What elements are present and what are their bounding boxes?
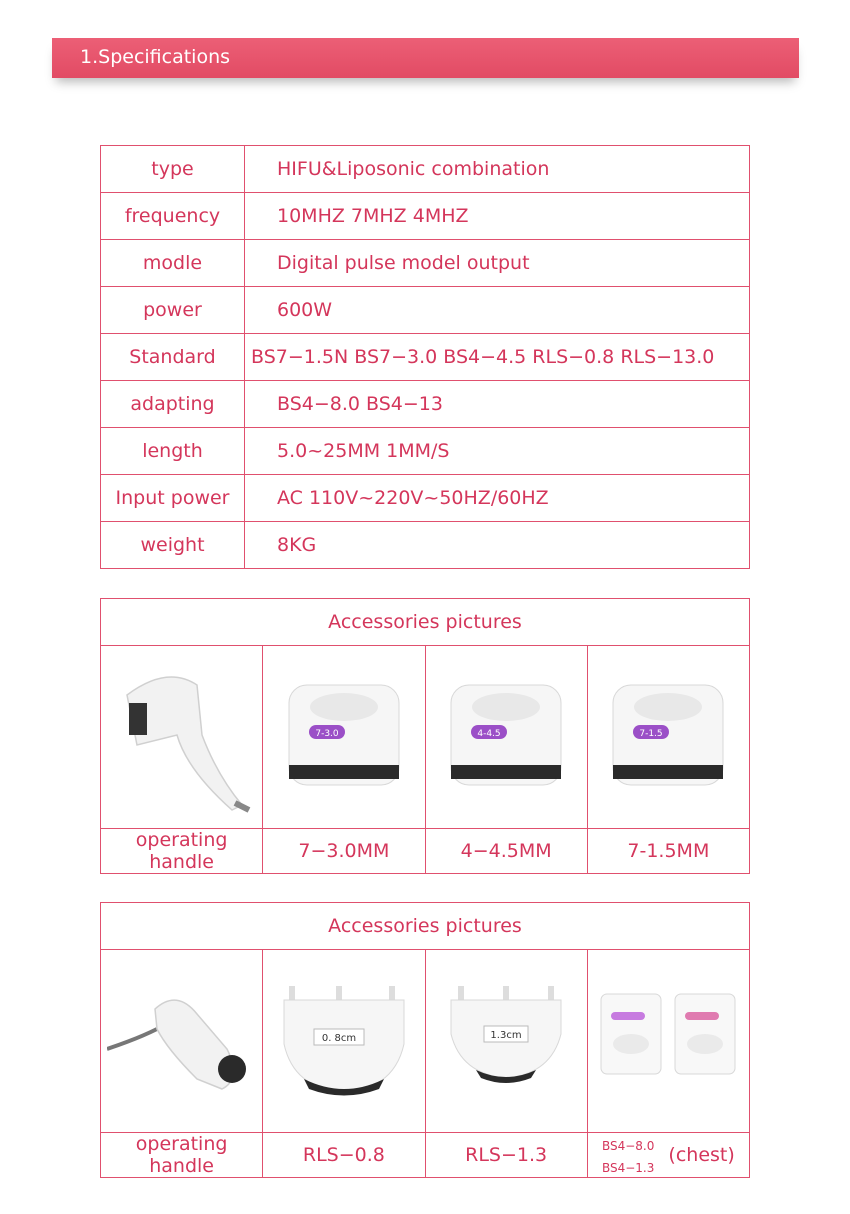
accessories-table-2 <box>100 902 750 1178</box>
cartridge-badge: 7-3.0 <box>315 728 339 739</box>
table-row <box>101 522 750 569</box>
table-row <box>101 240 750 287</box>
accessory-label: 7-1.5MM <box>587 829 749 874</box>
spec-key: adapting <box>101 381 245 428</box>
probe-image <box>263 950 425 1133</box>
table-row <box>101 334 750 381</box>
chest-cartridges-image <box>587 950 749 1133</box>
spec-value: 600W <box>245 287 750 334</box>
table-row <box>101 193 750 240</box>
accessory-label: operating handle <box>101 1133 263 1178</box>
handle-image <box>101 950 263 1133</box>
operating-handle-image <box>107 655 257 815</box>
spec-key: Input power <box>101 475 245 522</box>
spec-value: 5.0~25MM 1MM/S <box>245 428 750 475</box>
table-row <box>101 287 750 334</box>
table-row <box>101 428 750 475</box>
spec-key: weight <box>101 522 245 569</box>
spec-key: frequency <box>101 193 245 240</box>
spec-value: BS4−8.0 BS4−13 <box>245 381 750 428</box>
accessory-label: RLS−1.3 <box>425 1133 587 1178</box>
accessory-label: 7−3.0MM <box>263 829 425 874</box>
chest-label: (chest) <box>668 1143 735 1166</box>
spec-key: Standard <box>101 334 245 381</box>
chest-label-cell <box>587 1133 749 1178</box>
table-row <box>101 381 750 428</box>
accessory-label: 4−4.5MM <box>425 829 587 874</box>
accessory-label: RLS−0.8 <box>263 1133 425 1178</box>
accessories-table <box>100 598 750 874</box>
operating-handle-image <box>107 969 257 1109</box>
spec-key: length <box>101 428 245 475</box>
chest-model-2: BS4−1.3 <box>601 1161 655 1175</box>
cartridge-image <box>425 646 587 829</box>
spec-key: type <box>101 146 245 193</box>
accessories-title: Accessories pictures <box>101 599 750 646</box>
handle-image <box>101 646 263 829</box>
accessories-title: Accessories pictures <box>101 903 750 950</box>
specifications-table <box>100 145 750 569</box>
spec-value: BS7−1.5N BS7−3.0 BS4−4.5 RLS−0.8 RLS−13.0 <box>245 334 750 381</box>
probe-size-label: 0. 8cm <box>321 1032 357 1044</box>
chest-model-1: BS4−8.0 <box>601 1139 655 1153</box>
table-row <box>101 475 750 522</box>
spec-value: 10MHZ 7MHZ 4MHZ <box>245 193 750 240</box>
spec-key: modle <box>101 240 245 287</box>
probe-image <box>425 950 587 1133</box>
cartridge-badge: 4-4.5 <box>477 728 501 739</box>
cartridge-badge: 7-1.5 <box>639 728 664 739</box>
cartridge-image <box>263 646 425 829</box>
cartridge-image <box>587 646 749 829</box>
spec-value: HIFU&Liposonic combination <box>245 146 750 193</box>
section-title: 1.Specifications <box>80 46 231 68</box>
probe-size-label: 1.3cm <box>490 1029 522 1041</box>
section-banner <box>52 38 799 78</box>
spec-value: AC 110V~220V~50HZ/60HZ <box>245 475 750 522</box>
chest-models <box>602 1133 654 1177</box>
spec-value: Digital pulse model output <box>245 240 750 287</box>
table-row <box>101 146 750 193</box>
accessory-label: operating handle <box>101 829 263 874</box>
spec-key: power <box>101 287 245 334</box>
spec-value: 8KG <box>245 522 750 569</box>
